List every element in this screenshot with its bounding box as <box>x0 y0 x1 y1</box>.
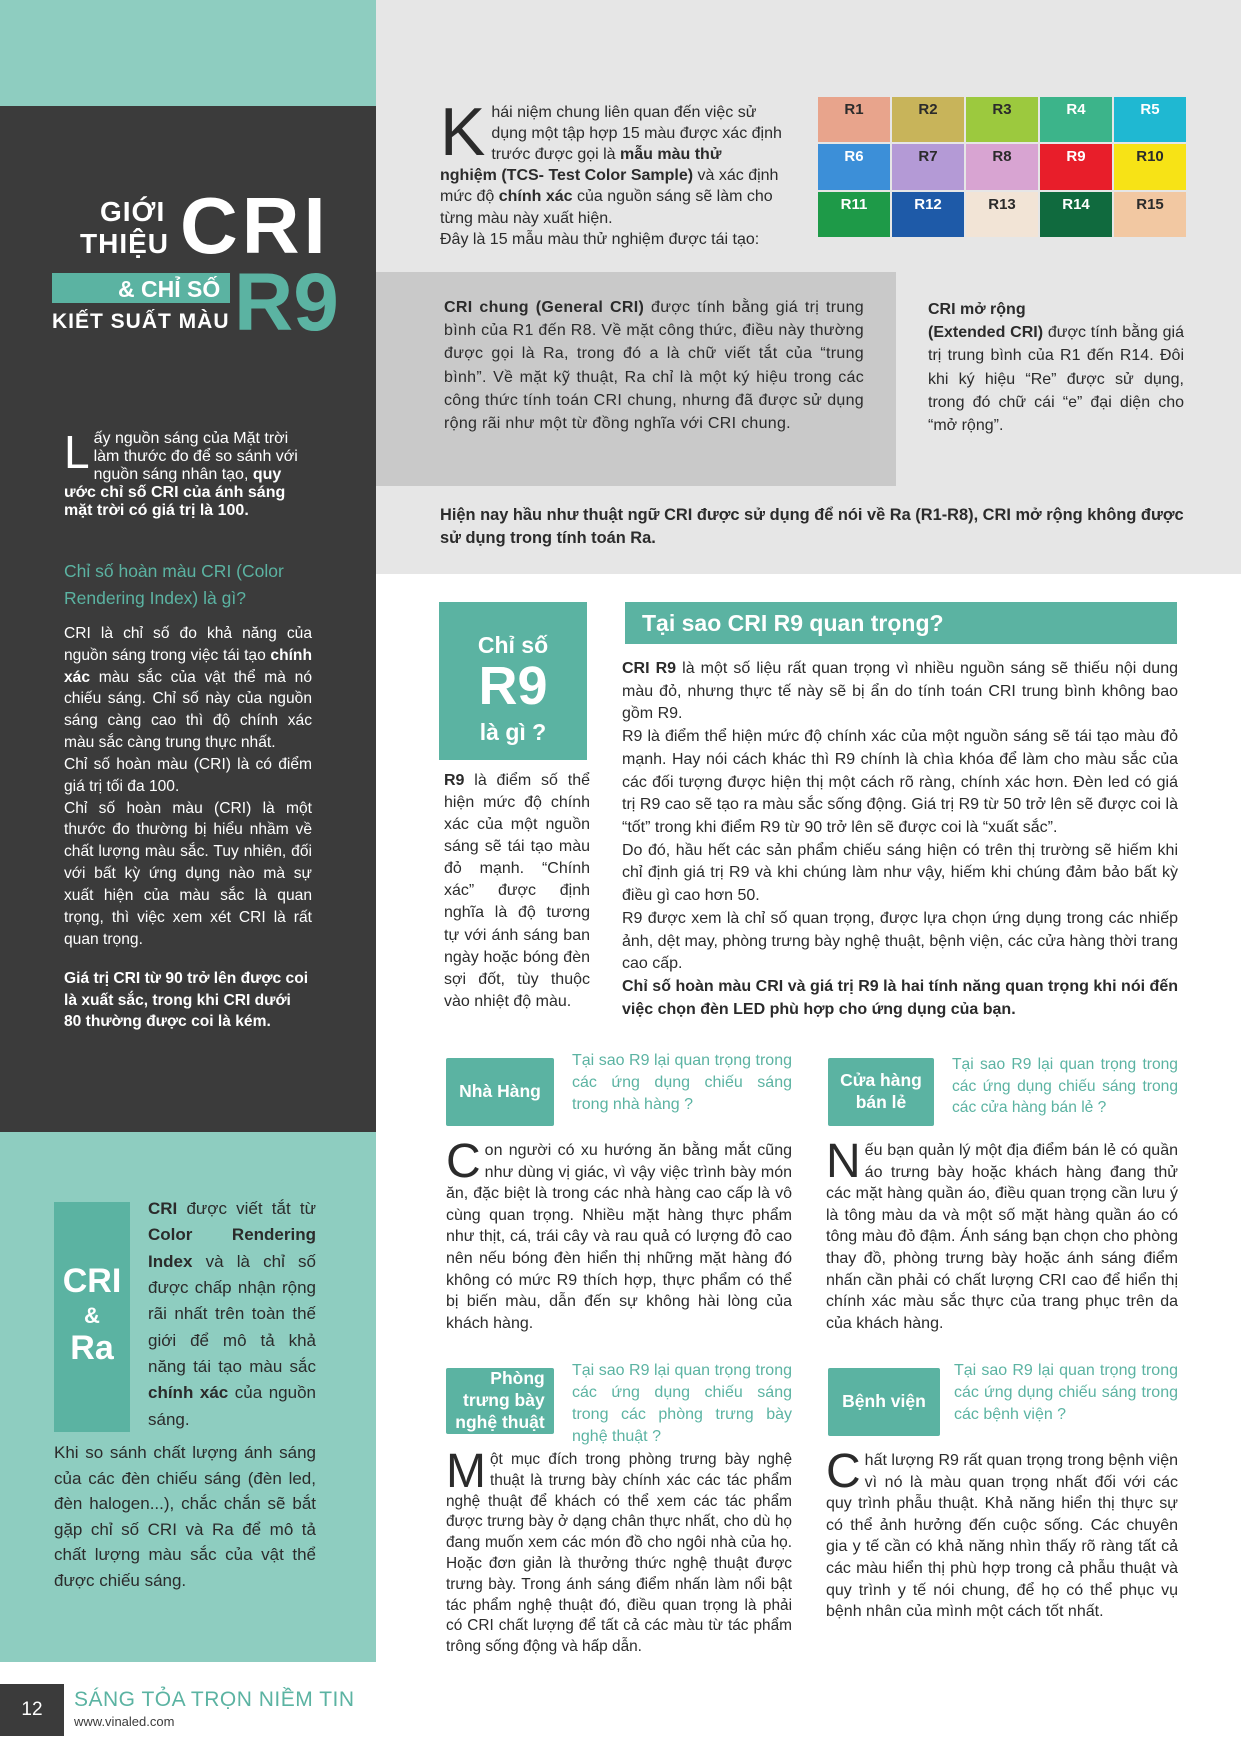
title-chiso: & CHỈ SỐ <box>118 276 221 302</box>
cri-general-body: được tính bằng giá trị trung bình của R1 đến R8. Về mặt công thức, điều này thường được gọi là Ra, trong đó a là chữ viết tắt của “trung bình”. Về mặt kỹ thuật, Ra chỉ là một ký hiệu trong các công thức tính toán CRI chung, nhưng đã được sử dụng rộng rãi như một từ đồng nghĩa với CRI chung. <box>444 299 864 432</box>
cri-ra-box <box>54 1202 130 1432</box>
swatch-r15: R15 <box>1114 192 1186 237</box>
left-intro-bold: quy ước chỉ số CRI của ánh sáng mặt trời có giá trị là 100. <box>64 466 286 519</box>
swatch-r6: R6 <box>818 144 890 189</box>
title-gioi: GIỚI <box>100 196 166 227</box>
retail-body: ếu bạn quản lý một địa điểm bán lẻ có quần áo trưng bày hoặc khách hàng đang thử các mặt hàng quần áo, điều quan trọng cần lưu ý là tông màu da và một số mặt hàng quần áo có tông màu đỏ đậm. Ánh sáng bạn chọn cho phòng thay đồ, phòng trưng bày hoặc ánh sáng điểm nhấn cần phải có chất lượng CRI cao để hiển thị chính xác màu sắc thực của trang phục trên da của khách hàng. <box>826 1142 1178 1332</box>
intro-a: hái niệm chung liên quan đến việc sử dụng một tập hợp 15 màu được xác định trước được gọi là <box>491 104 782 164</box>
left-body-p1c: màu sắc của vật thể mà nó chiếu sáng. Chỉ số này của nguồn sáng càng cao thì độ chính xác màu sắc càng trung thực nhất. <box>64 668 312 752</box>
intro-e: của nguồn sáng sẽ làm cho từng màu này xuất hiện. <box>440 188 773 227</box>
why-p3: Do đó, hầu hết các sản phẩm chiếu sáng hiện có trên thị trường sẽ hiếm khi chỉ định giá trị R9 và khi chúng làm như vậy, hiếm khi chúng đảm bảo bất kỳ điều gì cao hơn 50. <box>622 841 1178 905</box>
swatch-r11: R11 <box>818 192 890 237</box>
r9-def-a: R9 <box>444 772 465 789</box>
hospital-body: hất lượng R9 rất quan trọng trong bệnh viện vì nó là màu quan trọng nhất đối với các quy trình phẫu thuật. Khả năng hiển thị thực sự có thể ảnh hưởng đến cuộc sống. Các chuyên gia y tế cần có khả năng nhìn thấy rõ ràng tất cả các màu hiển thị phù hợp trong cả phẫu thuật và quy trình y tế nói chung, để họ có thể phục vụ bệnh nhân của mình một cách tốt nhất. <box>826 1452 1178 1621</box>
retail-text <box>826 1135 1178 1334</box>
retail-label <box>840 1070 922 1114</box>
restaurant-text <box>446 1135 792 1334</box>
title-r9: R9 <box>234 257 339 348</box>
left-body-p2: Chỉ số hoàn màu (CRI) là có điểm giá trị tối đa 100. <box>64 755 312 795</box>
left-body-p1a: CRI là chỉ số đo khả năng của nguồn sáng trong việc tái tạo <box>64 625 312 664</box>
swatch-r4: R4 <box>1040 97 1112 142</box>
cri-box-amp: & <box>84 1303 100 1328</box>
gallery-label-2: trưng bày <box>463 1390 545 1411</box>
swatch-r12: R12 <box>892 192 964 237</box>
swatch-r2: R2 <box>892 97 964 142</box>
why-p1a: CRI R9 <box>622 660 677 677</box>
swatch-r1: R1 <box>818 97 890 142</box>
left-body-p3: Chỉ số hoàn màu (CRI) là một thước đo thường bị hiểu nhầm về chất lượng màu sắc. Tuy nhiên, đối với bất kỳ ứng dụng nào mà sự xuất hiện của màu sắc là quan trọng, thì việc xem xét CRI là rất quan trọng. <box>64 799 312 948</box>
restaurant-question: Tại sao R9 lại quan trọng trong các ứng dụng chiếu sáng trong nhà hàng ? <box>572 1052 792 1114</box>
retail-dropcap: N <box>826 1135 861 1188</box>
cri-box-cri: CRI <box>62 1262 122 1300</box>
intro-f: Đây là 15 mẫu màu thử nghiệm được tái tạo: <box>440 230 760 248</box>
why-p2: R9 là điểm thể hiện mức độ chính xác của một nguồn sáng sẽ tái tạo màu đỏ mạnh. Hay nói cách khác thì R9 chính là chìa khóa để làm cho màu sắc của các đối tượng được hiện thị một cách rõ ràng, chính xác hơn. Đèn led có giá trị R9 cao sẽ tạo ra màu sắc sống động. Giá trị R9 từ 50 trở lên sẽ được coi là “tốt” trong khi điểm R9 từ 90 trở lên sẽ được coi là “xuất sắc”. <box>622 728 1178 837</box>
swatch-r8: R8 <box>966 144 1038 189</box>
gallery-label-1: Phòng <box>490 1368 545 1389</box>
cri-def-d: và là chỉ số được chấp nhận rộng rãi nhất trên toàn thế giới để mô tả khả năng tái tạo màu sắc <box>148 1251 316 1377</box>
why-body <box>622 658 1178 1022</box>
color-swatch-grid <box>818 97 1186 237</box>
cri-ext-body: được tính bằng giá trị trung bình của R1 đến R14. Đôi khi ký hiệu “Re” được sử dụng, trong đó chữ cái “e” đại diện cho “mở rộng”. <box>928 324 1185 434</box>
cri-compare-text: Khi so sánh chất lượng ánh sáng của các đèn chiếu sáng (đèn led, đèn halogen...), chắc chắn sẽ bắt gặp chỉ số CRI và Ra để mô tả chất lượng màu sắc của vật thể được chiếu sáng. <box>54 1443 316 1590</box>
footer-title: SÁNG TỎA TRỌN NIỀM TIN <box>74 1688 355 1711</box>
left-intro <box>64 426 312 520</box>
gallery-label-3: nghệ thuật <box>455 1411 545 1432</box>
footer-url[interactable]: www.vinaled.com <box>74 1714 175 1729</box>
left-intro-text: ấy nguồn sáng của Mặt trời làm thước đo để so sánh với nguồn sáng nhân tạo, <box>93 430 298 483</box>
r9-box <box>439 602 587 760</box>
retail-label-1: Cửa hàng <box>840 1070 922 1091</box>
cri-def-e: chính xác <box>148 1383 229 1403</box>
hospital-question: Tại sao R9 lại quan trọng trong các ứng dụng chiếu sáng trong các bệnh viện ? <box>954 1362 1178 1424</box>
left-intro-dropcap: L <box>64 426 90 478</box>
left-body <box>64 623 312 950</box>
why-p5: Chỉ số hoàn màu CRI và giá trị R9 là hai tính năng quan trọng khi nói đến việc chọn đèn LED phù hợp cho ứng dụng của bạn. <box>622 978 1178 1018</box>
swatch-r10: R10 <box>1114 144 1186 189</box>
r9-box-b: R9 <box>478 656 548 716</box>
gallery-label-box <box>446 1368 554 1434</box>
cri-ext-title: CRI mở rộng <box>928 301 1026 318</box>
cri-general-text <box>444 296 864 435</box>
intro-dropcap: K <box>440 94 486 170</box>
cri-def-c: Color Rendering Index <box>148 1225 316 1271</box>
intro-text <box>440 94 782 250</box>
cri-definition <box>148 1196 316 1433</box>
gallery-body: ột mục đích trong phòng trưng bày nghệ thuật là trưng bày chính xác các tác phẩm nghệ thuật để khách có thể xem các tác phẩm được trưng bày ở dạng chân thực nhất, cho dù họ đang muốn xem các món đồ cho ngôi nhà của họ. Hoặc đơn giản là thưởng thức nghệ thuật được trưng bày. Trong ánh sáng điểm nhấn làm nổi bật tác phẩm nghệ thuật đó, điều quan trọng là phải có CRI chất lượng để tất cả các màu từ tác phẩm trông sống động và hấp dẫn. <box>446 1451 792 1656</box>
r9-definition <box>444 770 590 1013</box>
intro-b: mẫu màu thử nghiệm (TCS- Test Color Sample) <box>440 146 722 185</box>
cri-extended-text <box>928 298 1184 437</box>
left-top-band <box>0 0 376 106</box>
cri-note: Hiện nay hầu như thuật ngữ CRI được sử dụng để nói về Ra (R1-R8), CRI mở rộng không được sử dụng trong tính toán Ra. <box>440 506 1184 547</box>
hospital-label-box <box>828 1368 940 1436</box>
title-thieu: THIỆU <box>80 228 169 259</box>
retail-label-2: bán lẻ <box>855 1092 907 1112</box>
cri-def-b: được viết tắt từ <box>177 1199 316 1218</box>
gallery-question: Tại sao R9 lại quan trọng trong các ứng dụng chiếu sáng trong các phòng trưng bày nghệ thuật ? <box>572 1362 792 1446</box>
swatch-r7: R7 <box>892 144 964 189</box>
title-cri: CRI <box>180 181 330 270</box>
gallery-text <box>446 1445 792 1658</box>
r9-box-c: là gì ? <box>479 719 547 745</box>
hospital-dropcap: C <box>826 1445 861 1498</box>
left-heading: Chỉ số hoàn màu CRI (Color Rendering Index) là gì? <box>64 561 284 609</box>
restaurant-label: Nhà Hàng <box>459 1081 541 1102</box>
hospital-label: Bệnh viện <box>842 1391 926 1412</box>
swatch-r3: R3 <box>966 97 1038 142</box>
intro-d: chính xác <box>498 188 573 206</box>
cri-def-f: của nguồn sáng. <box>148 1383 316 1429</box>
why-p1 <box>622 658 1178 726</box>
restaurant-dropcap: C <box>446 1135 481 1188</box>
left-body-p1b: chính xác <box>64 646 312 686</box>
why-p4: R9 được xem là chỉ số quan trọng, được lựa chọn ứng dụng trong các nhiếp ảnh, dệt may, phòng trưng bày nghệ thuật, bệnh viện, các cửa hàng thời trang cao cấp. <box>622 909 1178 973</box>
why-p1b: là một số liệu rất quan trọng vì nhiều nguồn sáng sẽ thiếu nội dung màu đỏ, nhưng thực tế này sẽ bị ẩn do tính toán CRI trung bình không bao gồm R9. <box>622 660 1178 723</box>
r9-box-a: Chỉ số <box>477 632 549 658</box>
hospital-text <box>826 1445 1178 1623</box>
left-body-p1 <box>64 623 312 754</box>
restaurant-label-box <box>446 1058 554 1126</box>
title-ketsuat: KIẾT SUẤT MÀU <box>52 310 230 333</box>
intro-c: và xác định mức độ <box>440 167 779 206</box>
r9-def-b: là điểm số thể hiện mức độ chính xác của một nguồn sáng sẽ tái tạo màu đỏ mạnh. “Chính xác” được định nghĩa là độ tương tự với ánh sáng ban ngày hoặc bóng đèn sợi đốt, tùy thuộc vào nhiệt độ màu. <box>444 772 590 1010</box>
retail-label-box <box>828 1058 934 1126</box>
cri-box-ra: Ra <box>70 1329 114 1367</box>
retail-question: Tại sao R9 lại quan trọng trong các ứng dụng chiếu sáng trong các cửa hàng bán lẻ ? <box>952 1056 1178 1117</box>
cri-general-title: CRI chung (General CRI) <box>444 299 645 316</box>
swatch-r14: R14 <box>1040 192 1112 237</box>
swatch-r13: R13 <box>966 192 1038 237</box>
restaurant-body: on người có xu hướng ăn bằng mắt cũng như dùng vị giác, vì vậy việc trình bày món ăn, đặc biệt là trong các nhà hàng cao cấp là vô cùng quan trọng. Nhiều mặt hàng thực phẩm như thịt, cá, trái cây và rau quả có lượng đỏ cao nên nếu bóng đèn hiển thị những mặt hàng đó không có mức R9 thích hợp, thực phẩm có thể bị biến màu, dẫn đến sự không hài lòng của khách hàng. <box>446 1142 792 1332</box>
gallery-dropcap: M <box>446 1445 486 1498</box>
swatch-r5: R5 <box>1114 97 1186 142</box>
gallery-label <box>455 1368 544 1434</box>
swatch-r9: R9 <box>1040 144 1112 189</box>
why-title: Tại sao CRI R9 quan trọng? <box>642 610 944 636</box>
page-number: 12 <box>0 1684 64 1736</box>
left-bold-note: Giá trị CRI từ 90 trở lên được coi là xuất sắc, trong khi CRI dưới 80 thường được coi là kém. <box>64 970 309 1031</box>
cri-def-a: CRI <box>148 1199 178 1218</box>
cri-ext-subtitle: (Extended CRI) <box>928 324 1044 342</box>
